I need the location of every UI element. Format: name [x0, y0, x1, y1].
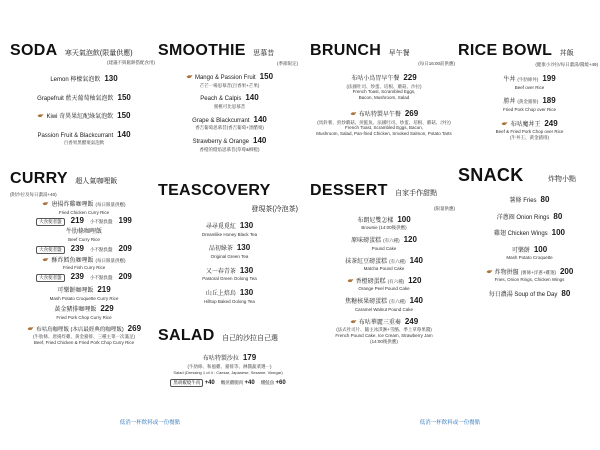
item-price: 140	[117, 129, 131, 139]
menu-item[interactable]	[458, 267, 598, 283]
item-sub: (14:00後供應)	[370, 338, 398, 344]
teascovery-title-en: TEASCOVERY	[158, 182, 271, 199]
minimum-charge-note: 低消一杯飲料或一份餐點	[419, 420, 481, 426]
minimum-charge-note: 低消一杯飲料或一份餐點	[119, 420, 181, 426]
menu-item[interactable]	[10, 130, 155, 146]
item-name: 可樂餅	[511, 247, 530, 254]
menu-item[interactable]	[458, 74, 598, 90]
bird-icon	[42, 257, 49, 262]
item-name: 酥炸鱈魚咖哩飯	[51, 257, 94, 264]
menu-item[interactable]	[158, 72, 298, 88]
soda-section	[10, 42, 155, 151]
smoothie-title-en: SMOOTHIE	[158, 42, 246, 59]
teascovery-title	[158, 182, 298, 200]
bird-icon	[27, 326, 34, 331]
item-note: (有六種)	[387, 278, 405, 284]
item-name: 布朗尼雙怎樣	[357, 217, 394, 224]
item-name: 布咕特製早午餐	[358, 112, 401, 119]
menu-item[interactable]	[10, 201, 155, 226]
item-price: 80	[553, 211, 563, 221]
item-name: Passion Fruit & Blackcurrant	[37, 132, 114, 139]
item-price: 140	[409, 296, 423, 306]
curry-title	[10, 170, 155, 192]
item-name: Grape & Blackcurrant	[192, 117, 250, 124]
menu-item[interactable]	[458, 245, 598, 261]
item-price: 269	[127, 323, 142, 333]
item-name: 香橙磅蛋糕	[355, 278, 386, 285]
addon-label: 燻鮭魚	[260, 379, 275, 385]
bird-icon	[186, 74, 193, 79]
brunch-title-en: BRUNCH	[310, 42, 382, 59]
item-en: Fried Pork Chop over Rice	[502, 106, 557, 112]
item-desc: (馬鈴薯、煎炒蘑菇、煎鮭魚、法國吐司、炒蛋、培根、蘑菇、沙拉)	[317, 119, 451, 125]
menu-item[interactable]	[310, 215, 455, 231]
rice-bowl-title	[458, 42, 598, 64]
size-big-price: 239	[70, 272, 84, 282]
item-sub: 蜜桃可比思慕昔	[213, 103, 246, 109]
item-name: Grapefruit 藍天葡萄柚氣泡飲	[37, 95, 114, 102]
rice-bowl-note: (健康小沙拉/每日濃湯/醬燒+49)	[535, 62, 598, 67]
item-en: Fried Chicken Curry Rice	[58, 209, 110, 215]
item-en: French Pound Cake, Ice Cream, Strawberry Jam	[335, 332, 433, 338]
size-small-label: 小不點負盤	[90, 246, 113, 252]
bird-icon	[37, 113, 44, 118]
item-en: Fries, Onion Rings, Chicken Wings	[494, 277, 565, 283]
curry-title-en: CURRY	[10, 170, 68, 187]
item-name: 原味磅蛋糕	[351, 238, 382, 245]
menu-item[interactable]	[458, 119, 598, 141]
item-note: (有六種)	[389, 299, 406, 305]
menu-item[interactable]	[158, 288, 298, 304]
menu-item[interactable]	[10, 304, 155, 320]
item-en: Beef over Rice	[514, 84, 545, 90]
menu-item[interactable]	[158, 221, 298, 237]
menu-item[interactable]	[10, 93, 155, 104]
item-en: Bacon, Mushroom, Salad	[358, 95, 410, 101]
item-name: 勝丼	[503, 99, 516, 106]
bird-icon	[350, 111, 357, 116]
item-price: 130	[239, 265, 254, 275]
item-en: Hilltop Baked Oolong Tea	[204, 298, 255, 304]
item-name: 布咕特製沙拉	[202, 356, 239, 362]
menu-item[interactable]	[310, 73, 455, 101]
item-name: 牛肋條咖哩飯	[65, 229, 102, 236]
item-note: (薯條+洋蔥+雞翅)	[520, 269, 556, 275]
item-price: 249	[404, 316, 419, 326]
smoothie-note: (季節限定)	[277, 61, 298, 66]
item-price: 229	[100, 304, 114, 314]
item-name: 每日濃湯 Soup of the Day	[488, 292, 558, 299]
item-name: 品初綠茶	[208, 246, 233, 253]
size-options	[13, 272, 155, 282]
item-name: Strawberry & Orange	[192, 139, 249, 146]
item-sub: 香吉葡萄思慕昔(香吉葡萄+黑醋栗)	[195, 125, 264, 131]
item-price: 80	[561, 289, 571, 299]
size-big-price: 239	[70, 243, 84, 253]
item-name: 炸物拼盤	[494, 269, 519, 276]
item-sub: (牛丼王、黃金豬排)	[510, 135, 549, 141]
size-small-price: 199	[118, 216, 132, 226]
menu-item[interactable]	[10, 257, 155, 282]
menu-item[interactable]	[10, 324, 155, 346]
item-en: French Toast, Scrambled Eggs,	[352, 89, 416, 95]
item-note: (有六種)	[383, 238, 400, 244]
menu-item[interactable]	[158, 93, 298, 109]
menu-item[interactable]	[10, 229, 155, 253]
item-en: Pound Cake	[371, 245, 397, 251]
item-name: 又一春青茶	[205, 268, 236, 275]
menu-page-right	[300, 0, 600, 450]
dessert-title-zh: 自家手作甜點	[395, 190, 438, 197]
salad-addons	[158, 379, 298, 387]
size-big-price: 219	[70, 216, 84, 226]
item-price: 140	[409, 255, 423, 265]
item-en: Pastoral Green Oolong Tea	[202, 276, 257, 282]
menu-item[interactable]	[310, 109, 455, 137]
item-en: Brownie (14:00後供應)	[361, 225, 407, 231]
item-price: 150	[259, 72, 274, 82]
menu-item[interactable]	[310, 317, 455, 345]
size-small-label: 小不點負盤	[90, 219, 113, 225]
item-name: 黃金豬排咖哩飯	[54, 307, 97, 314]
item-price: 130	[236, 243, 251, 253]
bird-icon	[347, 278, 354, 283]
item-note: (有六種)	[389, 258, 406, 264]
item-en: Mushroom, Salad, Pan-fried Chicken, Smoked Salmon, Potato Tarts	[316, 131, 452, 137]
curry-section	[10, 170, 155, 350]
menu-item[interactable]	[458, 212, 598, 223]
addon-option[interactable]	[221, 380, 255, 386]
item-name: 尋尋覓覓紅	[205, 224, 236, 230]
dessert-note: (限量供應)	[434, 206, 455, 211]
item-note: (牛肋條丼)	[517, 77, 539, 83]
item-name: 布咕華麗三重奏	[358, 319, 401, 326]
brunch-section	[310, 42, 455, 142]
menu-item[interactable]	[458, 195, 598, 206]
snack-title-zh: 炸物小點	[547, 176, 576, 183]
smoothie-title-zh: 思慕昔	[253, 50, 275, 57]
curry-title-zh: 超人氣咖哩飯	[75, 178, 118, 185]
soda-note: (建議不與鬆餅搭配食用)	[107, 60, 155, 65]
menu-item[interactable]	[158, 136, 298, 152]
item-price: 150	[117, 92, 131, 102]
menu-item[interactable]	[10, 111, 155, 122]
item-en: Beef Curry Rice	[68, 236, 100, 242]
menu-item[interactable]	[310, 276, 455, 292]
addon-label: 黑胡椒燒牛肉	[170, 379, 203, 387]
item-price: 140	[245, 93, 259, 103]
item-name: 布咕魔丼王	[510, 121, 541, 128]
item-price: 269	[404, 109, 419, 119]
teascovery-section	[158, 182, 298, 309]
addon-price: +40	[204, 379, 215, 386]
brunch-note: (每日16:00前供應)	[418, 61, 455, 66]
addon-label: 嫩煎雞腿肉	[220, 379, 244, 385]
item-price: 130	[104, 74, 118, 84]
size-small-price: 209	[118, 272, 132, 282]
addon-option[interactable]	[170, 379, 214, 387]
size-big-label: 大食使者盤	[36, 218, 65, 226]
item-note: (每日限量供應)	[95, 202, 126, 208]
item-name: 布咕鳥咖哩飯 (本店最經典的咖哩飯)	[35, 326, 124, 333]
item-price: 140	[253, 136, 267, 146]
rice-bowl-title-en: RICE BOWL	[458, 42, 553, 59]
menu-item[interactable]	[10, 285, 155, 301]
item-note: (黃金豬排)	[517, 99, 539, 105]
menu-item[interactable]	[458, 96, 598, 112]
item-en: Original Green Tea	[210, 253, 249, 259]
item-price: 100	[397, 214, 411, 224]
item-sub: 百香果黑醋栗氣泡飲	[63, 140, 105, 146]
item-en: Mash Potato Croquette	[506, 255, 553, 260]
item-price: 80	[540, 195, 550, 204]
rice-bowl-title-zh: 丼飯	[559, 50, 574, 57]
bird-icon	[501, 121, 508, 126]
item-name: Lemon 檸檬氣泡飲	[50, 77, 101, 84]
item-name: Kiwi 奇異果紅配綠氣泡飲	[46, 114, 114, 121]
item-name: 洋蔥圈 Onion Rings	[496, 214, 550, 221]
snack-section	[458, 165, 598, 305]
item-price: 219	[97, 285, 111, 295]
soda-title-zh: 寒天氣泡飲(限量供應)	[64, 50, 133, 57]
brunch-title	[310, 42, 455, 64]
item-price: 100	[551, 228, 566, 237]
smoothie-title	[158, 42, 298, 64]
item-price: 130	[239, 221, 254, 230]
item-name: 抹茶紅豆磅蛋糕	[345, 258, 388, 265]
menu-item[interactable]	[10, 74, 155, 85]
menu-item[interactable]	[158, 115, 298, 131]
item-price: 140	[253, 114, 267, 124]
item-price: 249	[544, 118, 558, 128]
salad-section	[158, 327, 298, 389]
item-en: Fried Fish Curry Rice	[62, 265, 106, 271]
item-name: Mango & Passion Fruit	[194, 75, 256, 82]
item-name: 山丘上焙烏	[205, 291, 236, 298]
item-price: 200	[559, 266, 574, 276]
size-options	[13, 244, 155, 254]
menu-item[interactable]	[310, 296, 455, 312]
menu-item[interactable]	[158, 243, 298, 259]
menu-item[interactable]	[458, 289, 598, 300]
soda-title	[10, 42, 155, 64]
item-price: 130	[239, 288, 254, 298]
size-options	[13, 216, 155, 226]
item-price: 120	[408, 275, 422, 285]
menu-item[interactable]	[310, 235, 455, 251]
dessert-section	[310, 182, 455, 350]
item-en: Mash Potato Croquette Curry Rice	[49, 295, 119, 301]
snack-title	[458, 165, 598, 191]
menu-item[interactable]	[310, 256, 455, 272]
item-desc: (牛肋條、和風雞、豬排等、淋醬蔬菜選一)	[187, 363, 272, 369]
teascovery-title-zh: 發現茶(冷泡茶)	[251, 206, 298, 213]
item-sub: 芒芒一場思慕昔(百香果+芒果)	[199, 82, 260, 88]
menu-item[interactable]	[158, 353, 298, 369]
size-big-label: 大食使者盤	[36, 274, 65, 282]
item-en: (牛肋條、唐揚炸雞、黃金豬排、三種主菜一次滿足)	[33, 333, 135, 339]
item-price: 179	[242, 353, 257, 362]
salad-title-en: SALAD	[158, 327, 215, 344]
item-en: French Toast, Scrambled Eggs, Bacon,	[345, 125, 423, 131]
addon-option[interactable]	[261, 380, 286, 386]
snack-title-en: SNACK	[458, 165, 524, 185]
bird-icon	[350, 319, 357, 324]
smoothie-section	[158, 42, 298, 157]
item-name: 牛丼	[503, 77, 516, 84]
addon-price: +40	[244, 379, 255, 386]
item-en: Caramel Walnut Pound Cake	[354, 306, 414, 312]
menu-item[interactable]	[458, 228, 598, 239]
item-name: 唐揚炸雞咖哩飯	[51, 202, 94, 209]
item-sub: Beef, Fried Chicken & Fried Pork Chop Curry Rice	[33, 339, 135, 345]
item-price: 189	[542, 96, 556, 106]
item-name: 可樂餅咖哩飯	[57, 288, 94, 295]
item-price: 150	[117, 111, 131, 121]
item-en: Fried Pork Chop Curry Rice	[56, 314, 112, 320]
salad-title-zh: 自己的沙拉自己選	[222, 335, 279, 342]
item-desc: (法式吐司片、隨主冰淇淋+雪酪、季上草莓果醬)	[336, 327, 432, 333]
item-name: 布咕小鳥胃早午餐	[351, 76, 400, 83]
menu-item[interactable]	[158, 266, 298, 282]
item-name: 焦糖核果磅蛋糕	[345, 299, 388, 306]
item-price: 229	[403, 73, 417, 83]
item-name: 薯條 Fries	[509, 198, 537, 204]
addon-price: +60	[275, 379, 286, 386]
dessert-title-en: DESSERT	[310, 182, 388, 199]
salad-title	[158, 327, 298, 349]
curry-note: (附沙拉及每日濃湯+40)	[10, 192, 57, 197]
item-name: Peach & Calpis	[200, 96, 242, 103]
bird-icon	[42, 201, 49, 206]
item-en: Dreamlike Honey Black Tea	[201, 231, 258, 237]
dessert-title	[310, 182, 455, 204]
soda-title-en: SODA	[10, 42, 58, 59]
size-big-label: 大食使者盤	[36, 246, 65, 254]
item-price: 120	[403, 235, 417, 245]
bird-icon	[486, 269, 493, 274]
item-en: Beef & Fried Pork Chop over Rice	[495, 129, 564, 135]
size-small-price: 209	[118, 243, 132, 253]
brunch-title-zh: 早午餐	[388, 50, 410, 57]
salad-dressing: Salad (Dressing 1 of 4 : Caesar, Japanese, Sesame, Vinegar)	[173, 370, 283, 376]
item-en: Orange Peel Pound Cake	[358, 286, 410, 292]
item-desc: (法國吐司、炒蛋、培根、蘑菇、沙拉)	[346, 83, 422, 89]
item-price: 199	[542, 74, 556, 84]
rice-bowl-section	[458, 42, 598, 146]
item-sub: 香橙的燈焰思慕昔(草莓&柳橙)	[199, 146, 260, 152]
size-small-label: 小不點負盤	[90, 275, 113, 281]
item-name: 雞翅 Chicken Wings	[493, 231, 548, 237]
item-en: Matcha Pound Cake	[363, 266, 405, 272]
item-note: (每日限量供應)	[95, 257, 126, 263]
item-price: 100	[533, 244, 548, 254]
